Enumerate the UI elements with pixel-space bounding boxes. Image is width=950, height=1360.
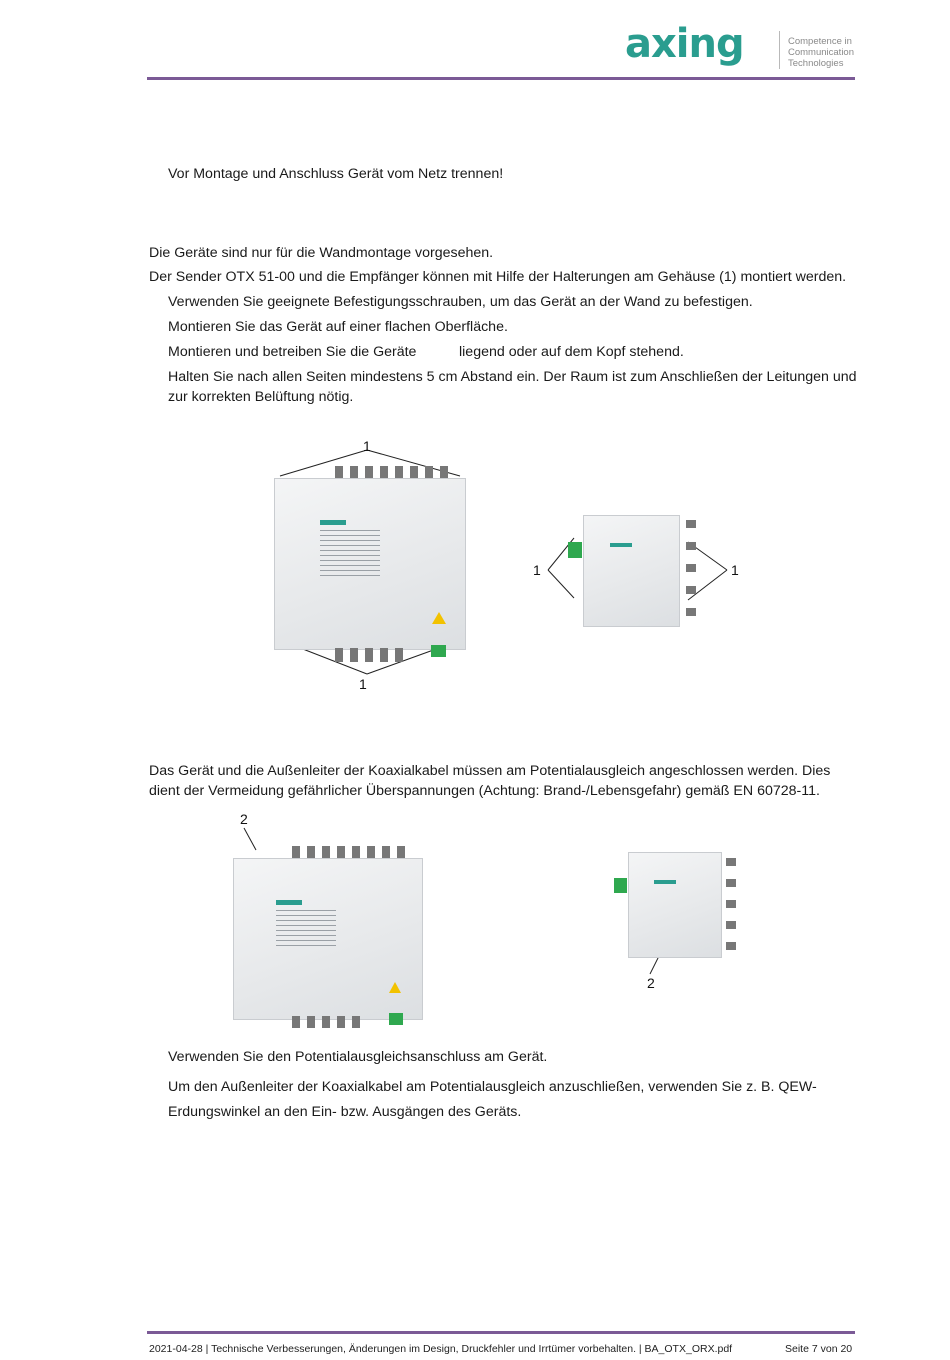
mounting-bullet-3a: Montieren und betreiben Sie die Geräte — [168, 344, 417, 360]
brand-logo: axing — [625, 21, 744, 67]
mounting-bullet-4: Halten Sie nach allen Seiten mindestens 5 cm Abstand ein. Der Raum ist zum Anschließen der Leitungen und zur korrekten Belüftung nötig. — [168, 369, 857, 405]
mounting-bullet-3b: liegend oder auf dem Kopf stehend. — [459, 344, 684, 360]
callout-1-right: 1 — [731, 562, 739, 578]
device-logo-mark — [320, 520, 346, 525]
device-logo-mark-2 — [276, 900, 302, 905]
grounding-bullet-2b: Erdungswinkel an den Ein- bzw. Ausgängen des Geräts. — [168, 1104, 522, 1120]
receiver-green-connector — [568, 542, 582, 558]
receiver-device-image — [583, 515, 680, 627]
callout-2-left: 2 — [240, 811, 248, 827]
brand-tagline — [788, 36, 854, 69]
page-number: Seite 7 von 20 — [785, 1343, 853, 1355]
logo-divider — [779, 31, 780, 69]
grounding-bullet-1: Verwenden Sie den Potentialausgleichsanschluss am Gerät. — [168, 1049, 548, 1065]
warning-triangle-icon — [432, 612, 446, 624]
receiver-connectors-2 — [726, 858, 736, 953]
connector-row-top-2 — [292, 846, 412, 858]
footer-rule — [147, 1331, 855, 1334]
tagline-line-2: Communication — [788, 47, 854, 58]
device-label-lines — [320, 530, 380, 576]
mounting-line-1: Die Geräte sind nur für die Wandmontage vorgesehen. — [149, 245, 494, 261]
mounting-bullet-2: Montieren Sie das Gerät auf einer flachen Oberfläche. — [168, 319, 508, 335]
connector-row-bottom — [335, 648, 405, 662]
connector-row-bottom-2 — [292, 1016, 362, 1028]
mounting-line-2: Der Sender OTX 51-00 und die Empfänger können mit Hilfe der Halterungen am Gehäuse (1) montiert werden. — [149, 269, 847, 285]
header-rule — [147, 77, 855, 80]
receiver-connectors — [686, 520, 696, 620]
callout-1-top: 1 — [363, 438, 371, 454]
grounding-paragraph: Das Gerät und die Außenleiter der Koaxialkabel müssen am Potentialausgleich angeschlossen werden. Dies dient der Vermeidung gefährlicher Überspannungen (Achtung: Brand-/Lebensgefahr) gemäß EN 60728-11. — [149, 763, 831, 799]
receiver-logo-mark — [610, 543, 632, 547]
green-power-connector-2 — [389, 1013, 403, 1025]
tagline-line-3: Technologies — [788, 58, 844, 69]
green-power-connector — [431, 645, 446, 657]
callout-1-left: 1 — [533, 562, 541, 578]
warning-triangle-icon-2 — [389, 982, 401, 993]
receiver-device-image-2 — [628, 852, 722, 958]
tagline-line-1: Competence in — [788, 36, 852, 47]
grounding-bullet-2a: Um den Außenleiter der Koaxialkabel am Potentialausgleich anzuschließen, verwenden Sie z. B. QEW- — [168, 1079, 817, 1095]
safety-warning: Vor Montage und Anschluss Gerät vom Netz trennen! — [168, 166, 504, 182]
receiver-logo-mark-2 — [654, 880, 676, 884]
receiver-green-connector-2 — [614, 878, 627, 893]
mounting-bullet-1: Verwenden Sie geeignete Befestigungsschrauben, um das Gerät an der Wand zu befestigen. — [168, 294, 753, 310]
callout-2-right: 2 — [647, 975, 655, 991]
connector-row-top — [335, 466, 455, 478]
callout-1-bottom: 1 — [359, 676, 367, 692]
footer-text: 2021-04-28 | Technische Verbesserungen, Änderungen im Design, Druckfehler und Irrtümer vorbehalten. | BA_OTX_ORX.pdf — [149, 1343, 733, 1355]
device-label-lines-2 — [276, 910, 336, 950]
